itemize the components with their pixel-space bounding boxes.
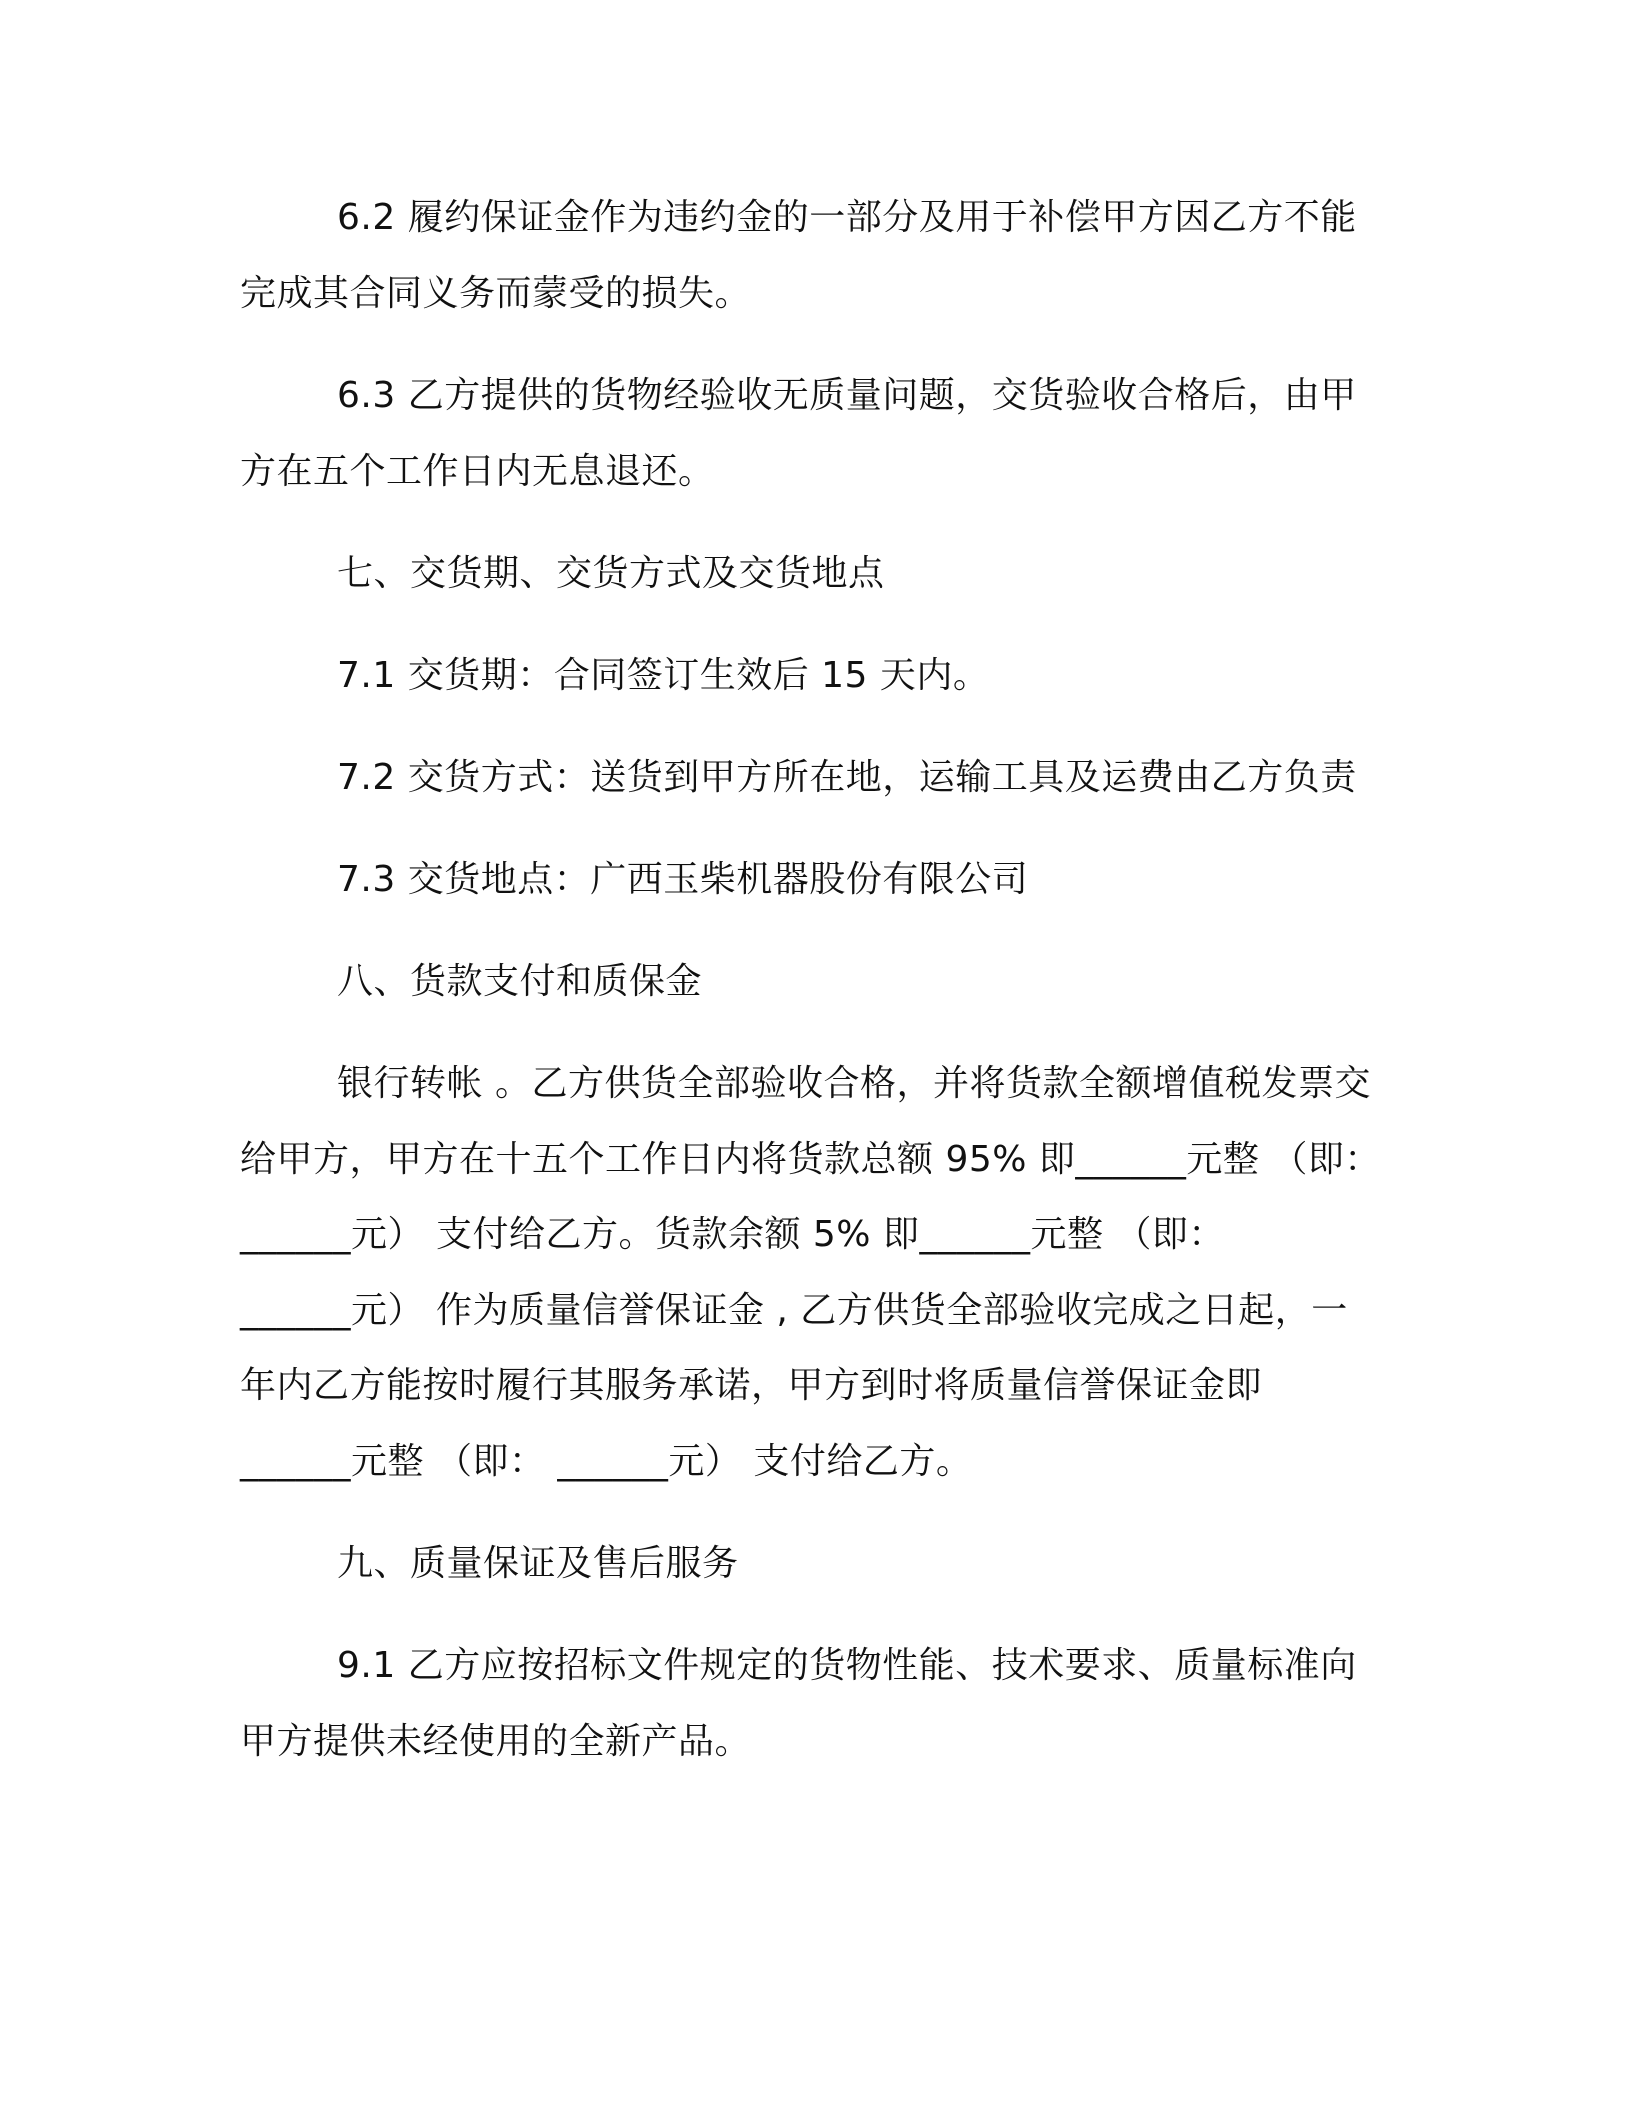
clause-6-2-line-2: 完成其合同义务而蒙受的损失。 [240,273,752,314]
clause-9-1-line-2: 甲方提供未经使用的全新产品。 [240,1721,752,1762]
clause-7-3: 7.3 交货地点：广西玉柴机器股份有限公司 [337,859,1029,900]
payment-line-3: ______元） 支付给乙方。货款余额 5% 即______元整 （即： [240,1214,1225,1255]
clause-7-1: 7.1 交货期：合同签订生效后 15 天内。 [337,655,990,696]
clause-9-1-line-1: 9.1 乙方应按招标文件规定的货物性能、技术要求、质量标准向 [337,1645,1357,1686]
payment-line-4: ______元） 作为质量信誉保证金 , 乙方供货全部验收完成之日起，一 [240,1290,1348,1331]
section-7-heading: 七、交货期、交货方式及交货地点 [337,553,885,594]
payment-line-5: 年内乙方能按时履行其服务承诺，甲方到时将质量信誉保证金即 [240,1365,1263,1406]
clause-7-2: 7.2 交货方式：送货到甲方所在地，运输工具及运费由乙方负责 [337,757,1357,798]
section-9-heading: 九、质量保证及售后服务 [337,1543,739,1584]
clause-6-3-line-1: 6.3 乙方提供的货物经验收无质量问题，交货验收合格后，由甲 [337,375,1357,416]
clause-6-3-line-2: 方在五个工作日内无息退还。 [240,451,715,492]
payment-line-2: 给甲方，甲方在十五个工作日内将货款总额 95% 即______元整 （即： [240,1139,1381,1180]
clause-6-2-line-1: 6.2 履约保证金作为违约金的一部分及用于补偿甲方因乙方不能 [337,197,1357,238]
payment-line-6: ______元整 （即： ______元） 支付给乙方。 [240,1441,973,1482]
section-8-heading: 八、货款支付和质保金 [337,961,703,1002]
payment-line-1: 银行转帐 。乙方供货全部验收合格，并将货款全额增值税发票交 [337,1063,1371,1104]
